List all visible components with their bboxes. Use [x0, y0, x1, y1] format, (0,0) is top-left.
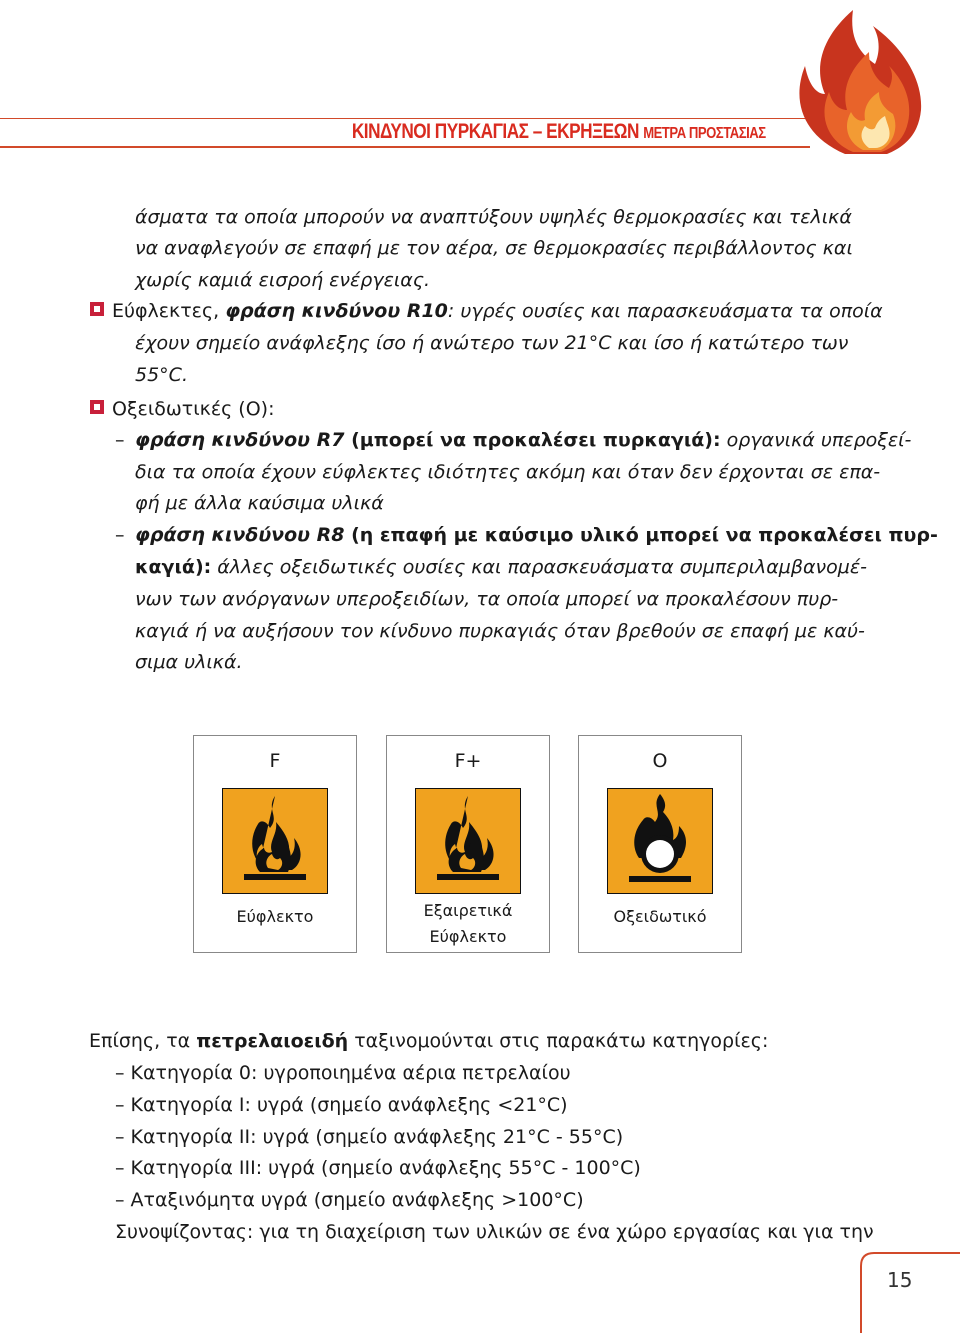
- r7-bold: (μπορεί να προκαλέσει πυρκαγιά):: [344, 429, 721, 451]
- hazard-code: F: [269, 750, 281, 772]
- flame-icon: [415, 788, 521, 894]
- flammable-phrase: φράση κινδύνου R10: [225, 300, 448, 322]
- header-title-main: ΚΙΝΔΥΝΟΙ ΠΥΡΚΑΓΙΑΣ – ΕΚΡΗΞΕΩΝ: [352, 120, 640, 143]
- petroleum-category: – Κατηγορία II: υγρά (σημείο ανάφλεξης 21°C - 55°C): [115, 1126, 624, 1148]
- r8-bold: (η επαφή με καύσιμο υλικό μπορεί να προκαλέσει πυρ-: [344, 524, 938, 546]
- flame-icon: [222, 788, 328, 894]
- petroleum-category: – Κατηγορία I: υγρά (σημείο ανάφλεξης <21°C): [115, 1094, 568, 1116]
- r8-line-2-bold: καγιά):: [135, 556, 212, 578]
- intro-line-1: άσματα τα οποία μπορούν να αναπτύξουν υψηλές θερμοκρασίες και τελικά: [135, 206, 852, 228]
- dash-marker: –: [115, 524, 125, 546]
- oxidizing-heading: Οξειδωτικές (Ο):: [112, 398, 275, 420]
- hazard-code: F+: [454, 750, 482, 772]
- petroleum-intro: [89, 1025, 768, 1057]
- petroleum-category: – Κατηγορία 0: υγροποιημένα αέρια πετρελαίου: [115, 1062, 571, 1084]
- r8-phrase: φράση κινδύνου R8: [135, 524, 345, 546]
- flammable-lead: Εύφλεκτες,: [112, 300, 226, 322]
- hazard-label-line-2: Εύφλεκτο: [429, 927, 507, 946]
- hazard-box-flammable: [193, 735, 357, 953]
- petroleum-intro-post: ταξινομούνται στις παρακάτω κατηγορίες:: [348, 1030, 769, 1052]
- r8-line-5: σιμα υλικά.: [135, 651, 243, 673]
- dash-marker: –: [115, 429, 125, 451]
- hazard-label-line-1: Εξαιρετικά: [423, 901, 513, 920]
- flame-over-circle-icon: [607, 788, 713, 894]
- summary-line: Συνοψίζοντας: για τη διαχείριση των υλικών σε ένα χώρο εργασίας και για την: [115, 1221, 874, 1243]
- petroleum-category: – Αταξινόμητα υγρά (σημείο ανάφλεξης >100°C): [115, 1189, 584, 1211]
- bullet-marker: [90, 302, 104, 316]
- r8-line-1: [135, 519, 938, 551]
- flame-logo-icon: [783, 6, 945, 156]
- r7-line-3: φή με άλλα καύσιμα υλικά: [135, 492, 384, 514]
- hazard-box-extremely-flammable: [386, 735, 550, 953]
- petroleum-intro-bold: πετρελαιοειδή: [196, 1030, 349, 1052]
- petroleum-intro-pre: Επίσης, τα: [89, 1030, 197, 1052]
- petroleum-category: – Κατηγορία III: υγρά (σημείο ανάφλεξης 55°C - 100°C): [115, 1157, 641, 1179]
- r8-line-2-rest: άλλες οξειδωτικές ουσίες και παρασκευάσματα συμπεριλαμβανομέ-: [211, 556, 867, 578]
- hazard-label: Οξειδωτικό: [613, 907, 707, 926]
- r8-line-3: νων των ανόργανων υπεροξειδίων, τα οποία μπορεί να προκαλέσουν πυρ-: [135, 588, 839, 610]
- r7-line-1: [135, 424, 911, 456]
- header-title: [352, 118, 766, 148]
- flammable-line-3: 55°C.: [135, 364, 188, 386]
- page-number: 15: [887, 1268, 913, 1292]
- bullet-marker: [90, 400, 104, 414]
- r7-line-2: δια τα οποία έχουν εύφλεκτες ιδιότητες ακόμη και όταν δεν έρχονται σε επα-: [135, 461, 881, 483]
- flammable-line-2: έχουν σημείο ανάφλεξης ίσο ή ανώτερο των 21°C και ίσο ή κατώτερο των: [135, 332, 849, 354]
- r7-phrase: φράση κινδύνου R7: [135, 429, 345, 451]
- flammable-rest: : υγρές ουσίες και παρασκευάσματα τα οποία: [447, 300, 883, 322]
- r8-line-2: [135, 551, 867, 583]
- r8-line-4: καγιά ή να αυξήσουν τον κίνδυνο πυρκαγιάς όταν βρεθούν σε επαφή με καύ-: [135, 620, 865, 642]
- header-title-sub: ΜΕΤΡΑ ΠΡΟΣΤΑΣΙΑΣ: [643, 125, 766, 142]
- flammable-line-1: [112, 295, 883, 327]
- hazard-label: Εύφλεκτο: [236, 907, 314, 926]
- intro-line-3: χωρίς καμιά εισροή ενέργειας.: [135, 269, 431, 291]
- r7-rest: οργανικά υπεροξεί-: [720, 429, 912, 451]
- hazard-box-oxidizing: [578, 735, 742, 953]
- hazard-code: O: [652, 750, 668, 772]
- intro-line-2: να αναφλεγούν σε επαφή με τον αέρα, σε θερμοκρασίες περιβάλλοντος και: [135, 237, 853, 259]
- page-corner-tab: [860, 1252, 960, 1333]
